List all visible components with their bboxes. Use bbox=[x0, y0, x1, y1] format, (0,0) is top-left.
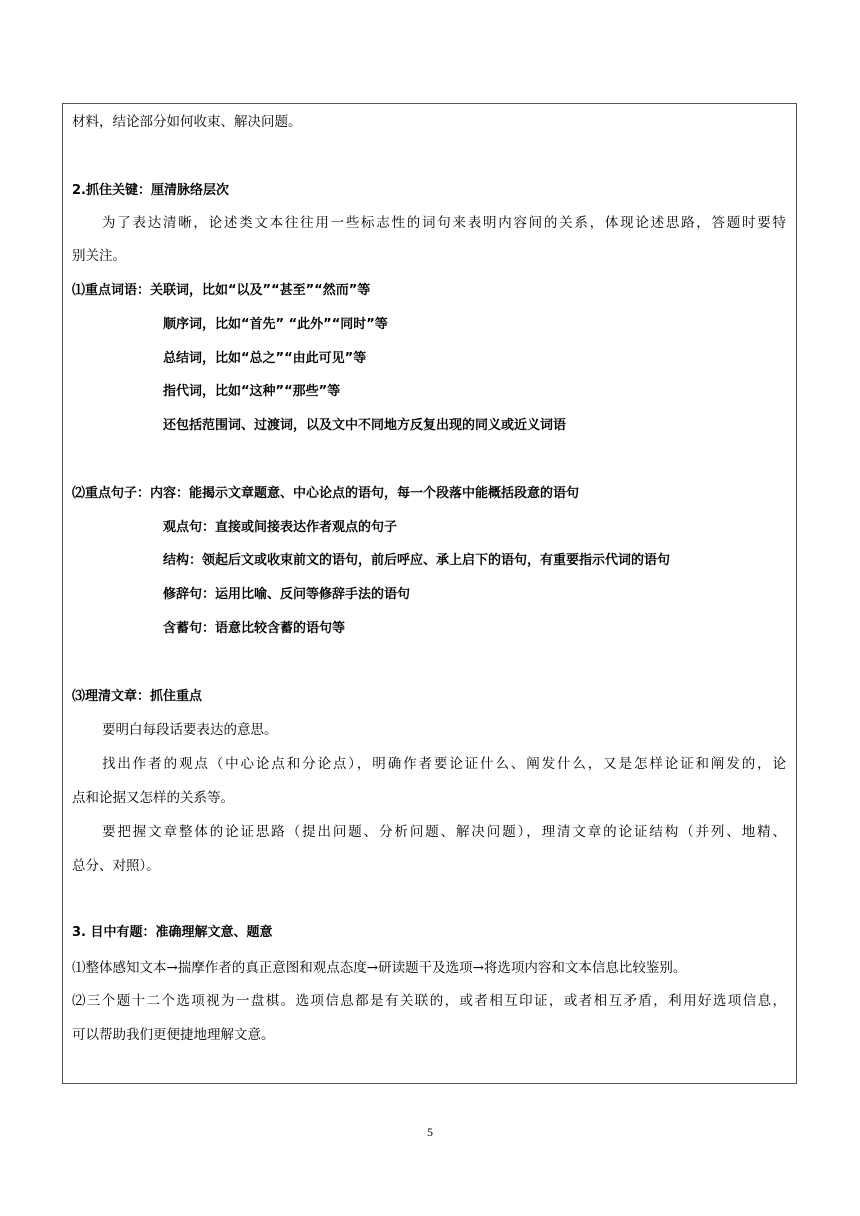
article-paragraph: 找出作者的观点（中心论点和分论点），明确作者要论证什么、阐发什么，又是怎样论证和阐发的，论 bbox=[102, 756, 786, 772]
key-words-item: 总结词，比如“总之”“由此可见”等 bbox=[163, 351, 367, 366]
section2-heading: 2.抓住关键：厘清脉络层次 bbox=[72, 183, 229, 198]
key-words-item: 还包括范围词、过渡词，以及文中不同地方反复出现的同义或近义词语 bbox=[163, 418, 567, 433]
section2-paragraph-line1: 为了表达清晰，论述类文本往往用一些标志性的词句来表明内容间的关系，体现论述思路，答题时要特 bbox=[102, 215, 786, 231]
key-sentences-item: 含蓄句：语意比较含蓄的语句等 bbox=[163, 621, 346, 636]
key-sentences-item: 结构：领起后文或收束前文的语句，前后呼应、承上启下的语句，有重要指示代词的语句 bbox=[163, 553, 671, 568]
section3-item: ⑵三个题十二个选项视为一盘棋。选项信息都是有关联的，或者相互印证，或者相互矛盾，利用好选项信息， bbox=[72, 993, 786, 1009]
article-paragraph: 要把握文章整体的论证思路（提出问题、分析问题、解决问题），理清文章的论证结构（并列、地精、 bbox=[102, 824, 786, 840]
article-paragraph: 总分、对照）。 bbox=[72, 858, 160, 874]
key-sentences-item: 修辞句：运用比喻、反问等修辞手法的语句 bbox=[163, 587, 411, 602]
section3-heading: 3. 目中有题：准确理解文意、题意 bbox=[72, 925, 273, 940]
article-paragraph: 点和论据又怎样的关系等。 bbox=[72, 790, 234, 806]
article-title: ⑶理清文章：抓住重点 bbox=[72, 689, 203, 704]
article-paragraph: 要明白每段话要表达的意思。 bbox=[102, 722, 278, 738]
intro-tail-text: 材料，结论部分如何收束、解决问题。 bbox=[72, 114, 302, 130]
key-words-item: 指代词，比如“这种”“那些”等 bbox=[163, 384, 341, 399]
section2-paragraph-line2: 别关注。 bbox=[72, 248, 126, 264]
section3-item: ⑴整体感知文本→揣摩作者的真正意图和观点态度→研读题干及选项→将选项内容和文本信息比较鉴别。 bbox=[72, 960, 687, 976]
key-words-title: ⑴重点词语：关联词，比如“以及”“甚至”“然而”等 bbox=[72, 283, 371, 298]
key-sentences-title: ⑵重点句子：内容：能揭示文章题意、中心论点的语句，每一个段落中能概括段意的语句 bbox=[72, 486, 580, 501]
key-words-item: 顺序词，比如“首先” “此外”“同时”等 bbox=[163, 317, 388, 332]
page-number: 5 bbox=[427, 1125, 433, 1139]
key-sentences-item: 观点句：直接或间接表达作者观点的句子 bbox=[163, 520, 398, 535]
section3-item: 可以帮助我们更便捷地理解文意。 bbox=[72, 1027, 275, 1043]
